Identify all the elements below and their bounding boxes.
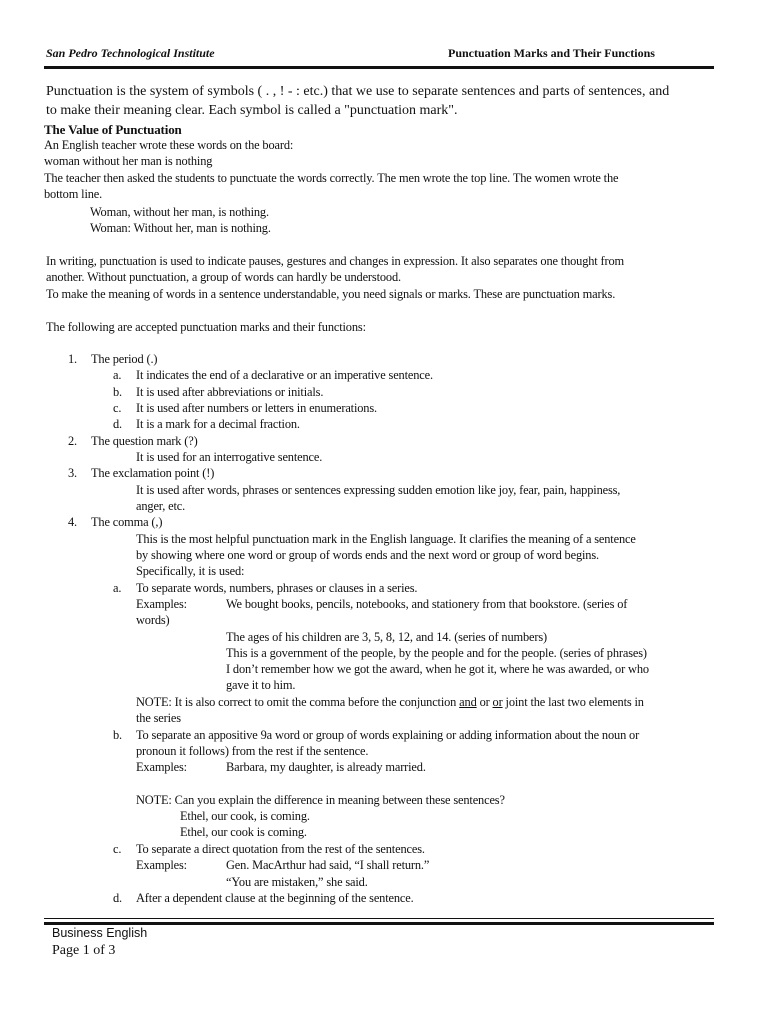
example-women: Woman: Without her, man is nothing. xyxy=(90,221,271,235)
note-text: joint the last two elements in xyxy=(502,695,644,709)
example-text: This is a government of the people, by the people and for the people. (series of phrases) xyxy=(226,646,647,660)
example-text: I don’t remember how we got the award, when he got it, where he was awarded, or who xyxy=(226,662,649,676)
sub-text: It is used after words, phrases or sentences expressing sudden emotion like joy, fear, pain, happiness, xyxy=(136,483,621,497)
sub-letter: d. xyxy=(113,891,122,905)
list-item-question-mark: The question mark (?) xyxy=(91,434,198,448)
sub-text: Specifically, it is used: xyxy=(136,564,245,578)
header-institute: San Pedro Technological Institute xyxy=(46,46,215,60)
note-or: or xyxy=(492,695,503,709)
writing-line-1: In writing, punctuation is used to indicate pauses, gestures and changes in expression. It also separates one thought from xyxy=(46,254,625,268)
value-line-1: An English teacher wrote these words on the board: xyxy=(44,138,294,152)
list-item-exclamation: The exclamation point (!) xyxy=(91,466,215,480)
sub-text: This is the most helpful punctuation mark in the English language. It clarifies the meaning of a sentence xyxy=(136,532,636,546)
intro-line-2: to make their meaning clear. Each symbol is called a "punctuation mark". xyxy=(46,103,458,118)
following-line: The following are accepted punctuation marks and their functions: xyxy=(46,320,366,334)
example-text: “You are mistaken,” she said. xyxy=(226,875,368,889)
sub-letter: a. xyxy=(113,368,122,382)
note-and: and xyxy=(459,695,477,709)
sub-letter: a. xyxy=(113,581,122,595)
sub-item: pronoun it follows) from the rest if the sentence. xyxy=(136,744,369,758)
sub-item: It is used after abbreviations or initials. xyxy=(136,385,324,399)
header-rule xyxy=(44,66,714,69)
sub-item: To separate words, numbers, phrases or clauses in a series. xyxy=(136,581,418,595)
examples-label: Examples: xyxy=(136,858,187,872)
example-text: Gen. MacArthur had said, “I shall return.” xyxy=(226,858,430,872)
note-text: or xyxy=(476,695,493,709)
note-text: the series xyxy=(136,711,181,725)
writing-line-2: another. Without punctuation, a group of words can hardly be understood. xyxy=(46,270,401,284)
list-number: 1. xyxy=(68,352,77,366)
writing-line-3: To make the meaning of words in a sentence understandable, you need signals or marks. These are punctuation marks. xyxy=(46,287,616,301)
sub-item: To separate a direct quotation from the rest of the sentences. xyxy=(136,842,425,856)
intro-line-1: Punctuation is the system of symbols ( . , ! - : etc.) that we use to separate sentences and parts of sentences, and xyxy=(46,84,670,99)
sub-item: It indicates the end of a declarative or an imperative sentence. xyxy=(136,368,433,382)
section-heading: The Value of Punctuation xyxy=(44,122,182,137)
sub-text: It is used for an interrogative sentence. xyxy=(136,450,323,464)
sub-text: anger, etc. xyxy=(136,499,186,513)
note-question: NOTE: Can you explain the difference in meaning between these sentences? xyxy=(136,793,505,807)
example-men: Woman, without her man, is nothing. xyxy=(90,205,269,219)
list-number: 4. xyxy=(68,515,77,529)
value-line-4: bottom line. xyxy=(44,187,103,201)
sub-text: by showing where one word or group of words ends and the next word or group of word begins. xyxy=(136,548,599,562)
value-line-2: woman without her man is nothing xyxy=(44,154,213,168)
footer-course: Business English xyxy=(52,926,148,940)
sub-item: To separate an appositive 9a word or group of words explaining or adding information about the noun or xyxy=(136,728,640,742)
example-text: words) xyxy=(136,613,170,627)
sub-letter: b. xyxy=(113,385,122,399)
sub-letter: d. xyxy=(113,417,122,431)
sub-item: After a dependent clause at the beginning of the sentence. xyxy=(136,891,414,905)
list-item-comma: The comma (,) xyxy=(91,515,163,529)
sub-letter: b. xyxy=(113,728,122,742)
value-line-3: The teacher then asked the students to punctuate the words correctly. The men wrote the top line. The women wrote the xyxy=(44,171,619,185)
footer-rule-thin xyxy=(44,918,714,919)
note-comma xyxy=(136,694,644,710)
example-text: The ages of his children are 3, 5, 8, 12, and 14. (series of numbers) xyxy=(226,630,548,644)
example-text: Ethel, our cook is coming. xyxy=(180,825,307,839)
footer-page-number: Page 1 of 3 xyxy=(52,943,116,958)
header-title: Punctuation Marks and Their Functions xyxy=(448,46,655,60)
sub-item: It is a mark for a decimal fraction. xyxy=(136,417,300,431)
example-text: gave it to him. xyxy=(226,678,296,692)
list-item-period: The period (.) xyxy=(91,352,158,366)
list-number: 3. xyxy=(68,466,77,480)
example-text: We bought books, pencils, notebooks, and stationery from that bookstore. (series of xyxy=(226,597,628,611)
sub-letter: c. xyxy=(113,842,122,856)
footer-rule xyxy=(44,922,714,925)
sub-item: It is used after numbers or letters in enumerations. xyxy=(136,401,377,415)
example-text: Ethel, our cook, is coming. xyxy=(180,809,310,823)
example-text: Barbara, my daughter, is already married. xyxy=(226,760,426,774)
list-number: 2. xyxy=(68,434,77,448)
sub-letter: c. xyxy=(113,401,122,415)
note-text: NOTE: It is also correct to omit the comma before the conjunction xyxy=(136,695,460,709)
examples-label: Examples: xyxy=(136,760,187,774)
examples-label: Examples: xyxy=(136,597,187,611)
